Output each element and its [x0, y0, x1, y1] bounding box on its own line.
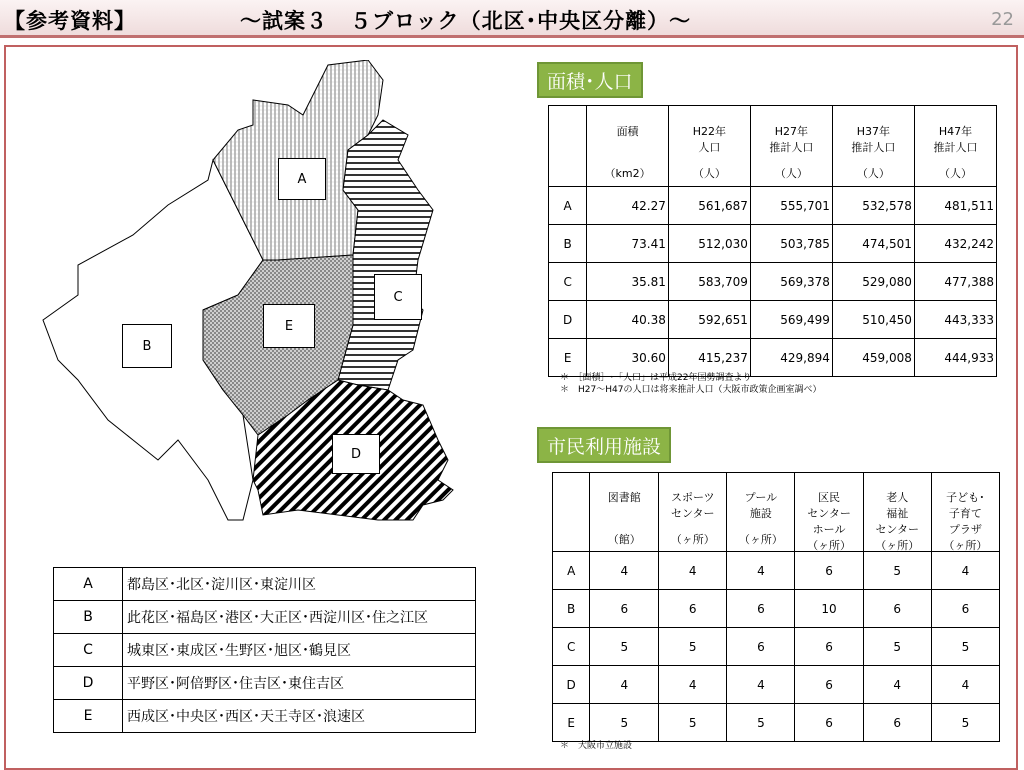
table-cell: 555,701 — [750, 187, 832, 225]
table-cell: 5 — [863, 628, 931, 666]
table-cell: 5 — [590, 628, 659, 666]
table-cell: 4 — [931, 666, 999, 704]
table-cell: 6 — [931, 590, 999, 628]
table-row — [553, 552, 1000, 590]
table-cell: 6 — [727, 628, 795, 666]
column-name: H37年 推計人口 — [851, 125, 896, 154]
map-label-c: C — [374, 274, 422, 320]
table-cell: 592,651 — [668, 301, 750, 339]
row-block-label: E — [553, 704, 590, 742]
table-cell: 4 — [590, 552, 659, 590]
column-header — [832, 106, 914, 187]
slide-header — [0, 0, 1024, 38]
column-unit: （ヶ所） — [807, 539, 852, 552]
table-cell: 6 — [863, 704, 931, 742]
column-name: 老人 福祉 センター — [875, 491, 919, 536]
table-row — [553, 628, 1000, 666]
table-cell: 6 — [727, 590, 795, 628]
table-row — [553, 704, 1000, 742]
legend-wards: 平野区･阿倍野区･住吉区･東住吉区 — [123, 667, 476, 700]
table-cell: 532,578 — [832, 187, 914, 225]
table-cell: 510,450 — [832, 301, 914, 339]
legend-row — [54, 634, 476, 667]
column-name: 図書館 — [607, 491, 641, 504]
table-cell: 529,080 — [832, 263, 914, 301]
note-line: ＊ ［面積］･「人口」は平成22年国勢調査より — [560, 373, 752, 383]
table-cell: 459,008 — [832, 339, 914, 377]
table-row — [553, 590, 1000, 628]
column-name: 面積 — [616, 125, 639, 138]
table-cell: 477,388 — [914, 263, 996, 301]
table-cell: 481,511 — [914, 187, 996, 225]
table-cell: 5 — [590, 704, 659, 742]
table-cell: 561,687 — [668, 187, 750, 225]
table-row — [549, 339, 997, 377]
table-cell: 443,333 — [914, 301, 996, 339]
table-cell: 5 — [659, 628, 727, 666]
legend-block-code: C — [54, 634, 123, 667]
legend-row — [54, 667, 476, 700]
table-row — [549, 225, 997, 263]
table-cell: 4 — [590, 666, 659, 704]
table-cell: 5 — [727, 704, 795, 742]
table-cell: 6 — [795, 552, 863, 590]
column-header — [795, 473, 863, 552]
map-label-e: E — [263, 304, 315, 348]
column-name: 子ども･ 子育て プラザ — [946, 491, 985, 536]
reference-tag: 【参考資料】 — [4, 9, 136, 33]
column-header — [914, 106, 996, 187]
corner-cell — [553, 473, 590, 552]
table-row — [553, 666, 1000, 704]
legend-wards: 城東区･東成区･生野区･旭区･鶴見区 — [123, 634, 476, 667]
row-block-label: B — [553, 590, 590, 628]
column-name: H22年 人口 — [692, 125, 726, 154]
column-unit: （館） — [607, 533, 641, 546]
row-block-label: A — [549, 187, 587, 225]
table-cell: 6 — [795, 628, 863, 666]
legend-wards: 都島区･北区･淀川区･東淀川区 — [123, 568, 476, 601]
column-unit: （ヶ所） — [670, 533, 715, 546]
legend-block-code: B — [54, 601, 123, 634]
table-cell: 42.27 — [587, 187, 669, 225]
map-label-d: D — [332, 434, 380, 474]
column-name: H27年 推計人口 — [769, 125, 814, 154]
map-label-b: B — [122, 324, 172, 368]
facilities-note: ＊ 大阪市立施設 — [560, 741, 633, 751]
legend-row — [54, 568, 476, 601]
page-number: 22 — [991, 9, 1014, 30]
table-cell: 429,894 — [750, 339, 832, 377]
table-cell: 6 — [659, 590, 727, 628]
table-cell: 4 — [727, 666, 795, 704]
table-cell: 4 — [659, 552, 727, 590]
ward-map — [38, 60, 478, 534]
legend-row — [54, 700, 476, 733]
row-block-label: C — [553, 628, 590, 666]
column-header — [863, 473, 931, 552]
table-cell: 5 — [863, 552, 931, 590]
area-population-table — [548, 105, 997, 377]
column-name: スポーツ センター — [670, 491, 715, 520]
facilities-table — [552, 472, 1000, 742]
column-unit: （人） — [938, 167, 972, 180]
table-cell: 503,785 — [750, 225, 832, 263]
table-row — [549, 187, 997, 225]
area-population-notes — [560, 372, 821, 396]
column-unit: （ヶ所） — [943, 539, 988, 552]
table-cell: 415,237 — [668, 339, 750, 377]
table-cell: 5 — [659, 704, 727, 742]
table-cell: 4 — [727, 552, 795, 590]
table-cell: 432,242 — [914, 225, 996, 263]
column-unit: （ヶ所） — [738, 533, 783, 546]
table-cell: 6 — [863, 590, 931, 628]
column-header — [668, 106, 750, 187]
row-block-label: D — [549, 301, 587, 339]
column-header — [750, 106, 832, 187]
note-line: ＊ H27～H47の人口は将来推計人口（大阪市政策企画室調べ） — [560, 385, 822, 395]
table-cell: 10 — [795, 590, 863, 628]
block-ward-legend — [53, 567, 476, 733]
corner-cell — [549, 106, 587, 187]
column-unit: （人） — [856, 167, 890, 180]
table-cell: 4 — [931, 552, 999, 590]
table-cell: 569,499 — [750, 301, 832, 339]
column-header — [590, 473, 659, 552]
table-cell: 6 — [795, 704, 863, 742]
slide-title: ～試案３ ５ブロック（北区･中央区分離）～ — [240, 9, 692, 33]
facilities-title: 市民利用施設 — [537, 427, 671, 463]
table-header-row — [549, 106, 997, 187]
row-block-label: C — [549, 263, 587, 301]
row-block-label: D — [553, 666, 590, 704]
column-name: H47年 推計人口 — [933, 125, 978, 154]
column-header — [931, 473, 999, 552]
table-cell: 4 — [863, 666, 931, 704]
map-label-a: A — [278, 158, 326, 200]
area-population-title: 面積･人口 — [537, 62, 643, 98]
table-cell: 5 — [931, 628, 999, 666]
column-header — [659, 473, 727, 552]
column-unit: （km2） — [604, 167, 651, 180]
column-header — [587, 106, 669, 187]
legend-wards: 西成区･中央区･西区･天王寺区･浪速区 — [123, 700, 476, 733]
table-cell: 569,378 — [750, 263, 832, 301]
column-name: 区民 センター ホール — [807, 491, 851, 536]
table-cell: 474,501 — [832, 225, 914, 263]
table-row — [549, 263, 997, 301]
row-block-label: B — [549, 225, 587, 263]
table-cell: 6 — [590, 590, 659, 628]
table-header-row — [553, 473, 1000, 552]
legend-wards: 此花区･福島区･港区･大正区･西淀川区･住之江区 — [123, 601, 476, 634]
table-cell: 444,933 — [914, 339, 996, 377]
column-header — [727, 473, 795, 552]
table-cell: 512,030 — [668, 225, 750, 263]
table-cell: 5 — [931, 704, 999, 742]
row-block-label: A — [553, 552, 590, 590]
table-cell: 4 — [659, 666, 727, 704]
table-cell: 40.38 — [587, 301, 669, 339]
row-block-label: E — [549, 339, 587, 377]
table-cell: 583,709 — [668, 263, 750, 301]
table-cell: 6 — [795, 666, 863, 704]
legend-block-code: E — [54, 700, 123, 733]
table-row — [549, 301, 997, 339]
legend-row — [54, 601, 476, 634]
column-unit: （人） — [774, 167, 808, 180]
legend-block-code: D — [54, 667, 123, 700]
table-cell: 73.41 — [587, 225, 669, 263]
table-cell: 35.81 — [587, 263, 669, 301]
table-cell: 30.60 — [587, 339, 669, 377]
column-unit: （人） — [692, 167, 726, 180]
column-name: プール 施設 — [744, 491, 778, 520]
column-unit: （ヶ所） — [875, 539, 920, 552]
legend-block-code: A — [54, 568, 123, 601]
